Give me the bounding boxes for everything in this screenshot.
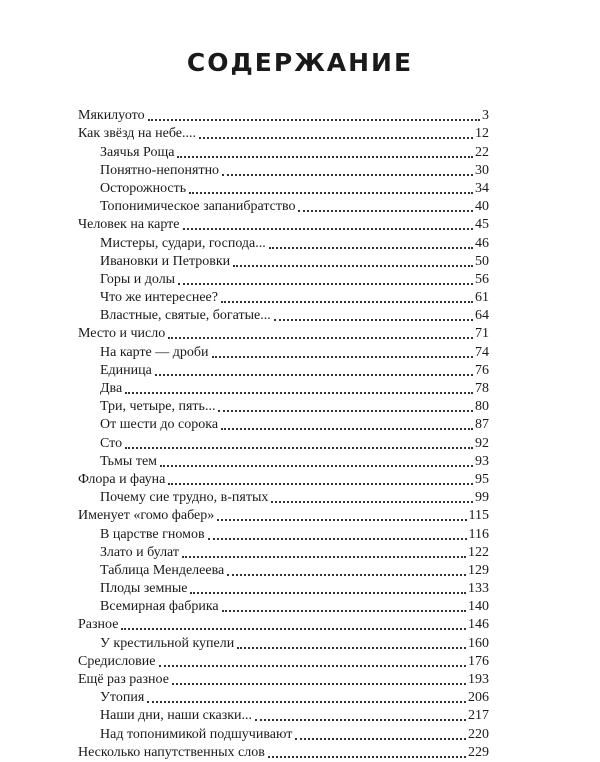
toc-section-entry: [78, 253, 489, 271]
dot-leader: [183, 228, 474, 230]
toc-entry-page-number: 30: [475, 162, 489, 178]
toc-entry-label: Мистеры, судари, господа...: [100, 235, 266, 251]
toc-section-entry: [78, 162, 489, 180]
dot-leader: [298, 210, 473, 212]
toc-entry-page-number: 50: [475, 253, 489, 269]
toc-entry-label: Топонимическое запанибратство: [100, 199, 296, 215]
dot-leader: [147, 701, 466, 703]
toc-entry-page-number: 46: [475, 235, 489, 251]
toc-section-entry: [78, 343, 489, 361]
toc-entry-label: Три, четыре, пять...: [100, 399, 216, 415]
toc-section-entry: [78, 689, 489, 707]
toc-entry-label: Как звёзд на небе....: [78, 126, 196, 142]
dot-leader: [233, 265, 473, 267]
dot-leader: [237, 647, 466, 649]
dot-leader: [160, 465, 473, 467]
toc-entry-label: Ещё раз разное: [78, 672, 169, 687]
toc-section-entry: [78, 362, 489, 380]
toc-section-entry: [78, 634, 489, 652]
toc-entry-page-number: 3: [482, 108, 489, 124]
toc-entry-page-number: 34: [475, 180, 489, 196]
dot-leader: [177, 156, 473, 158]
toc-entry-page-number: 140: [468, 599, 489, 615]
toc-entry-label: В царстве гномов: [100, 526, 205, 542]
toc-entry-page-number: 78: [475, 381, 489, 396]
toc-entry-label: Всемирная фабрика: [100, 599, 219, 615]
dot-leader: [182, 556, 466, 558]
toc-entry-page-number: 115: [468, 508, 489, 524]
toc-entry-page-number: 93: [475, 453, 489, 469]
toc-section-entry: [78, 598, 489, 616]
toc-section-entry: [78, 398, 489, 416]
toc-section-entry: [78, 307, 489, 325]
toc-entry-page-number: 45: [475, 217, 489, 233]
toc-entry-label: Таблица Менделеева: [100, 562, 225, 578]
toc-entry-label: Плоды земные: [100, 581, 188, 597]
dot-leader: [208, 538, 467, 540]
toc-chapter-entry: [78, 671, 489, 689]
toc-section-entry: [78, 143, 489, 161]
toc-section-entry: [78, 416, 489, 434]
toc-entry-label: Тьмы тем: [100, 453, 158, 469]
dot-leader: [178, 283, 473, 285]
toc-entry-page-number: 74: [475, 344, 489, 360]
dot-leader: [221, 428, 473, 430]
toc-section-entry: [78, 434, 489, 452]
dot-leader: [222, 174, 473, 176]
toc-entry-label: Злато и булат: [100, 544, 180, 560]
toc-chapter-entry: [78, 216, 489, 234]
dot-leader: [227, 574, 466, 576]
toc-entry-page-number: 80: [475, 399, 489, 415]
dot-leader: [125, 447, 473, 449]
toc-entry-label: Мякилуото: [78, 108, 145, 124]
toc-section-entry: [78, 489, 489, 507]
toc-entry-page-number: 12: [475, 126, 489, 142]
toc-section-entry: [78, 380, 489, 398]
dot-leader: [221, 301, 473, 303]
toc-entry-page-number: 129: [468, 562, 489, 578]
toc-entry-page-number: 220: [468, 726, 489, 742]
toc-chapter-entry: [78, 107, 489, 125]
toc-chapter-entry: [78, 125, 489, 143]
toc-section-entry: [78, 198, 489, 216]
toc-entry-page-number: 61: [475, 290, 489, 306]
dot-leader: [121, 628, 466, 630]
toc-entry-label: Именует «гомо фабер»: [78, 508, 215, 524]
toc-section-entry: [78, 725, 489, 743]
toc-section-entry: [78, 180, 489, 198]
dot-leader: [199, 137, 473, 139]
toc-entry-label: Место и число: [78, 326, 166, 342]
dot-leader: [268, 756, 466, 758]
toc-entry-label: Два: [100, 381, 123, 396]
toc-entry-page-number: 87: [475, 417, 489, 433]
toc-entry-label: У крестильной купели: [100, 635, 235, 651]
toc-entry-page-number: 176: [468, 653, 489, 669]
page-title: СОДЕРЖАНИЕ: [186, 48, 414, 77]
toc-entry-page-number: 56: [475, 271, 489, 287]
dot-leader: [172, 683, 466, 685]
toc-entry-label: Ивановки и Петровки: [100, 253, 231, 269]
dot-leader: [155, 374, 473, 376]
toc-entry-page-number: 95: [475, 471, 489, 487]
dot-leader: [168, 483, 473, 485]
toc-entry-page-number: 71: [475, 326, 489, 342]
toc-entry-page-number: 206: [468, 690, 489, 706]
dot-leader: [190, 592, 466, 594]
toc-chapter-entry: [78, 653, 489, 671]
toc-entry-label: На карте — дроби: [100, 344, 209, 360]
toc-entry-label: Почему сие трудно, в-пятых: [100, 490, 269, 506]
toc-chapter-entry: [78, 507, 489, 525]
dot-leader: [159, 665, 467, 667]
toc-section-entry: [78, 707, 489, 725]
toc-entry-label: От шести до сорока: [100, 417, 219, 433]
toc-entry-page-number: 133: [468, 581, 489, 597]
dot-leader: [274, 319, 473, 321]
toc-entry-label: Наши дни, наши сказки...: [100, 708, 253, 724]
toc-entry-label: Над топонимикой подшучивают: [100, 726, 293, 742]
toc-section-entry: [78, 525, 489, 543]
dot-leader: [148, 119, 480, 121]
toc-section-entry: [78, 453, 489, 471]
toc-entry-label: Человек на карте: [78, 217, 180, 233]
toc-section-entry: [78, 562, 489, 580]
toc-chapter-entry: [78, 616, 489, 634]
toc-entry-label: Сто: [100, 435, 123, 451]
dot-leader: [189, 192, 473, 194]
dot-leader: [218, 410, 473, 412]
toc-entry-label: Утопия: [100, 690, 145, 706]
dot-leader: [212, 356, 473, 358]
dot-leader: [168, 337, 473, 339]
toc-entry-label: Единица: [100, 362, 152, 378]
toc-entry-page-number: 116: [468, 526, 489, 542]
toc-entry-label: Заячья Роща: [100, 144, 175, 160]
toc-section-entry: [78, 289, 489, 307]
dot-leader: [269, 247, 473, 249]
toc-section-entry: [78, 544, 489, 562]
toc-entry-label: Осторожность: [100, 180, 187, 196]
toc-entry-page-number: 229: [468, 744, 489, 760]
toc-section-entry: [78, 271, 489, 289]
dot-leader: [222, 610, 466, 612]
toc-entry-page-number: 76: [475, 362, 489, 378]
toc-entry-label: Флора и фауна: [78, 471, 166, 487]
toc-entry-page-number: 99: [475, 490, 489, 506]
toc-entry-page-number: 146: [468, 617, 489, 633]
dot-leader: [125, 392, 473, 394]
dot-leader: [271, 501, 473, 503]
toc-entry-page-number: 40: [475, 199, 489, 215]
toc-entry-label: Понятно-непонятно: [100, 162, 220, 178]
toc-section-entry: [78, 234, 489, 252]
dot-leader: [255, 719, 466, 721]
toc-entry-label: Горы и долы: [100, 271, 176, 287]
toc-entry-page-number: 22: [475, 144, 489, 160]
dot-leader: [217, 519, 466, 521]
toc-entry-page-number: 64: [475, 308, 489, 324]
toc-entry-label: Что же интереснее?: [100, 290, 218, 306]
toc-entry-label: Властные, святые, богатые...: [100, 308, 271, 324]
toc-entry-page-number: 160: [468, 635, 489, 651]
table-of-contents: [78, 107, 489, 762]
toc-chapter-entry: [78, 471, 489, 489]
toc-entry-page-number: 92: [475, 435, 489, 451]
toc-entry-page-number: 122: [468, 544, 489, 560]
toc-chapter-entry: [78, 744, 489, 762]
toc-entry-page-number: 193: [468, 672, 489, 687]
toc-entry-label: Разное: [78, 617, 119, 633]
toc-entry-label: Средисловие: [78, 653, 156, 669]
toc-entry-label: Несколько напутственных слов: [78, 744, 265, 760]
dot-leader: [295, 738, 466, 740]
toc-chapter-entry: [78, 325, 489, 343]
toc-entry-page-number: 217: [468, 708, 489, 724]
toc-section-entry: [78, 580, 489, 598]
